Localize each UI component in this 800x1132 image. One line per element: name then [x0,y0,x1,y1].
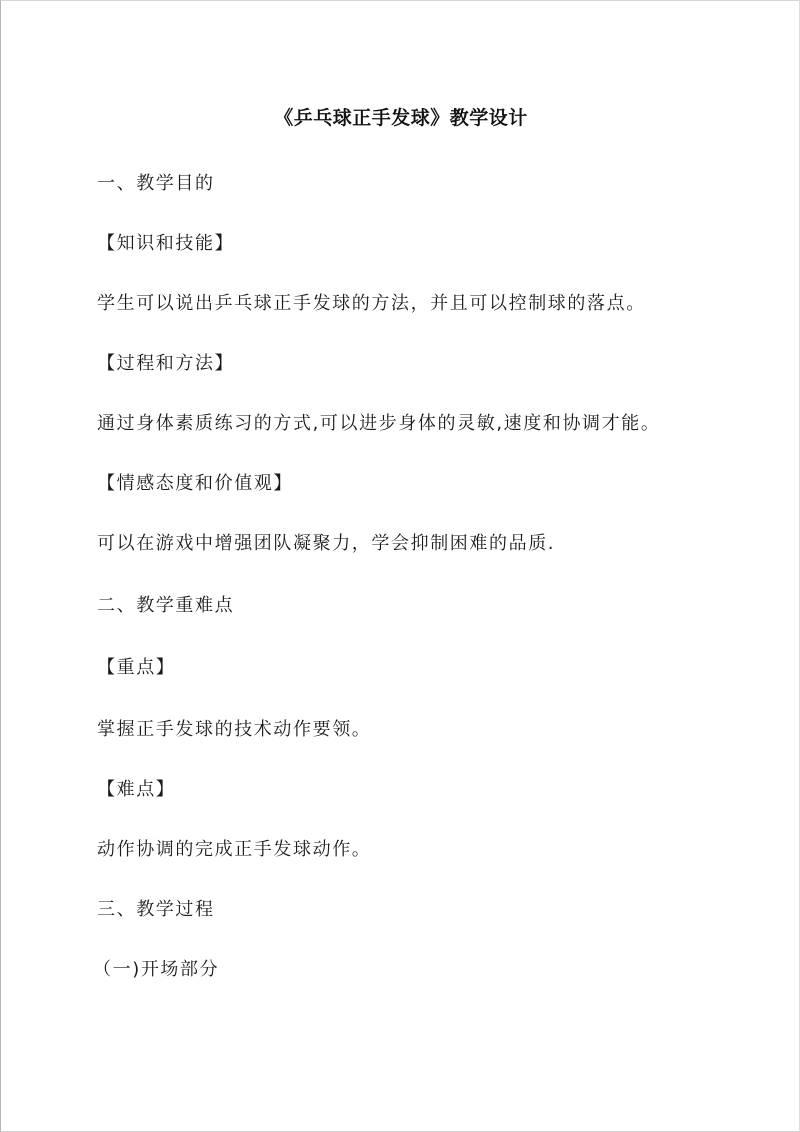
paragraph-process-method: 通过身体素质练习的方式,可以进步身体的灵敏,速度和协调才能。 [97,413,661,434]
document-title: 《乒乓球正手发球》教学设计 [274,107,528,129]
subheading-knowledge-skills: 【知识和技能】 [97,233,235,254]
subheading-opening-part: （一)开场部分 [93,959,220,980]
section-heading-objectives: 一、教学目的 [97,173,215,194]
subheading-difficult-point: 【难点】 [97,779,176,800]
subheading-attitude-values: 【情感态度和价值观】 [97,473,293,494]
section-heading-key-difficult-points: 二、教学重难点 [97,595,235,616]
subheading-process-method: 【过程和方法】 [97,353,235,374]
paragraph-difficult-point: 动作协调的完成正手发球动作。 [97,839,372,860]
subheading-key-point: 【重点】 [97,657,176,678]
paragraph-attitude-values: 可以在游戏中增强团队凝聚力，学会抑制困难的品质. [97,533,556,554]
paragraph-key-point: 掌握正手发球的技术动作要领。 [97,719,372,740]
section-heading-teaching-process: 三、教学过程 [97,899,215,920]
paragraph-knowledge-skills: 学生可以说出乒乓球正手发球的方法，并且可以控制球的落点。 [97,293,646,314]
